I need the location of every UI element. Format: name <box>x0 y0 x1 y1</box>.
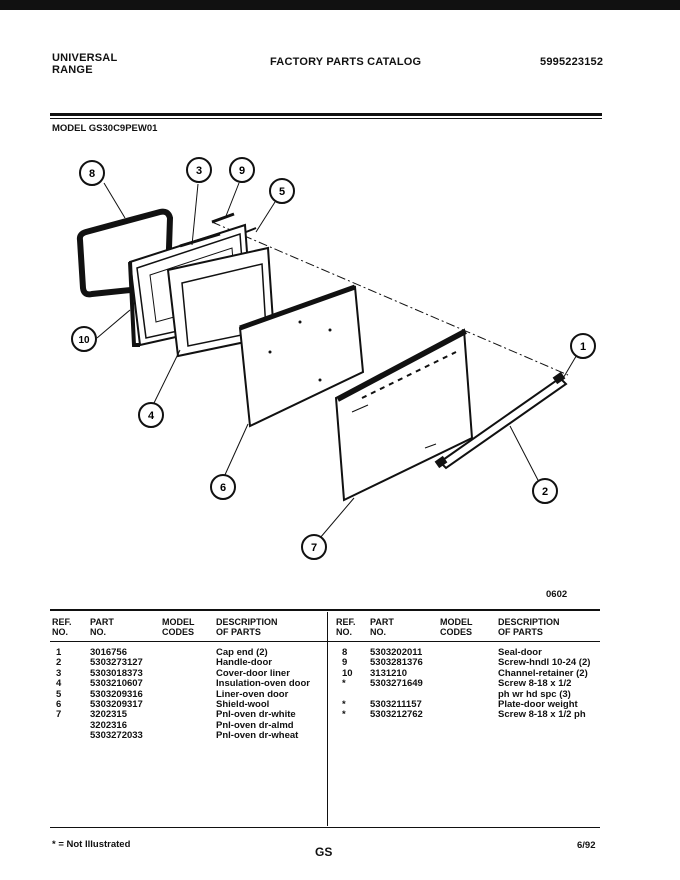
figure-number: 0602 <box>546 589 568 600</box>
svg-text:5: 5 <box>278 186 286 198</box>
callout-7 <box>302 535 326 559</box>
callout-1 <box>571 334 595 358</box>
catalog-number: 5995223152 <box>540 56 604 68</box>
brand-line-1: UNIVERSAL <box>52 52 118 64</box>
table-bottom-rule <box>50 827 600 828</box>
table-header-rule <box>50 641 600 642</box>
svg-text:6: 6 <box>219 482 227 494</box>
svg-text:1: 1 <box>579 341 587 353</box>
table-column-divider <box>327 612 328 826</box>
right-ref-column: 8 9 10 * * * <box>342 647 353 721</box>
right-header-desc: DESCRIPTION OF PARTS <box>498 617 560 637</box>
catalog-title: FACTORY PARTS CATALOG <box>270 56 422 68</box>
left-header-part: PART NO. <box>90 617 114 637</box>
model-number: MODEL GS30C9PEW01 <box>52 123 158 134</box>
section-code: GS <box>315 845 333 859</box>
left-part-column: 3016756 5303273127 5303018373 5303210607 5303209316 5303209317 3202315 3202316 5303272033 <box>90 647 143 742</box>
callout-10 <box>72 327 96 351</box>
brand-line-2: RANGE <box>52 64 93 76</box>
left-header-desc: DESCRIPTION OF PARTS <box>216 617 278 637</box>
callout-5 <box>270 179 294 203</box>
svg-text:3: 3 <box>195 165 203 177</box>
right-part-column: 5303202011 5303281376 3131210 5303271649 5303211157 5303212762 <box>370 647 423 721</box>
svg-text:10: 10 <box>78 335 90 346</box>
handle-screw-2 <box>246 228 256 232</box>
callout-3 <box>187 158 211 182</box>
not-illustrated-note: * = Not Illustrated <box>52 839 131 850</box>
callout-6 <box>211 475 235 499</box>
svg-text:4: 4 <box>147 410 155 422</box>
right-header-ref: REF. NO. <box>336 617 356 637</box>
revision-date: 6/92 <box>577 840 596 851</box>
right-header-part: PART NO. <box>370 617 394 637</box>
svg-text:8: 8 <box>88 168 96 180</box>
svg-text:9: 9 <box>238 165 246 177</box>
callout-2 <box>533 479 557 503</box>
callout-8 <box>80 161 104 185</box>
table-top-rule <box>50 609 600 611</box>
left-header-ref: REF. NO. <box>52 617 72 637</box>
left-desc-column: Cap end (2) Handle-door Cover-door liner Insulation-oven door Liner-oven door Shield-wool Pnl-oven dr-white Pnl-oven dr-almd Pnl-oven dr-wheat <box>216 647 310 742</box>
left-header-model: MODEL CODES <box>162 617 195 637</box>
callout-4 <box>139 403 163 427</box>
right-header-model: MODEL CODES <box>440 617 473 637</box>
svg-text:7: 7 <box>310 542 318 554</box>
right-desc-column: Seal-door Screw-hndl 10-24 (2) Channel-retainer (2) Screw 8-18 x 1/2 ph wr hd spc (3) Plate-door weight Screw 8-18 x 1/2 ph <box>498 647 591 721</box>
svg-text:2: 2 <box>541 486 549 498</box>
handle-screw <box>212 214 234 222</box>
callout-9 <box>230 158 254 182</box>
left-ref-column: 1 2 3 4 5 6 7 <box>56 647 62 721</box>
